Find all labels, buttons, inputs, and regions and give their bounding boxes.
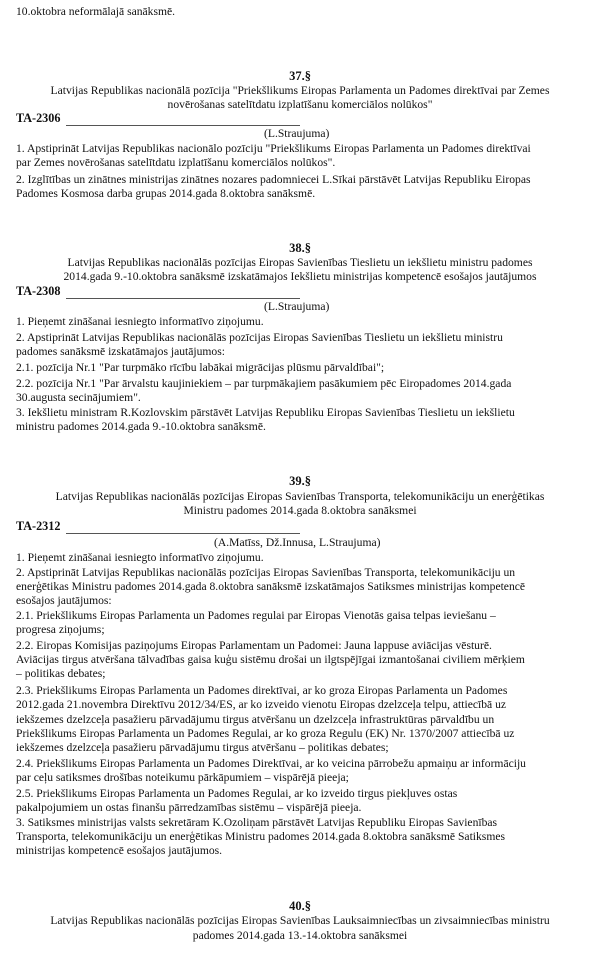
body-line: 2.4. Priekšlikums Eiropas Parlamenta un Padomes Direktīvai, ar ko veicina pārrobežu apmaiņu ar informāciju: [16, 757, 526, 770]
body-line: 3. Iekšlietu ministram R.Kozlovskim pārstāvēt Latvijas Republiku Eiropas Savienības Tieslietu un iekšlietu: [16, 406, 515, 419]
section-title-line: novērošanas satelītdatu izplatīšanu komerciālos nolūkos": [167, 98, 433, 111]
document-code: TA-2306: [16, 111, 61, 125]
body-line: esošajos jautājumos:: [16, 594, 112, 607]
signatories: (L.Straujuma): [264, 127, 330, 140]
body-line: 2.2. pozīcija Nr.1 "Par ārvalstu kaujiniekiem – par turpmākajiem pasākumiem pēc Eiropadomes 2014.gada: [16, 377, 512, 390]
section-number: 40.§: [289, 899, 311, 913]
body-line: 2. Apstiprināt Latvijas Republikas nacionālās pozīcijas Eiropas Savienības Transporta, telekomunikāciju un: [16, 566, 516, 579]
section-title-line: Latvijas Republikas nacionālās pozīcijas Eiropas Savienības Tieslietu un iekšlietu ministru padomes: [67, 256, 533, 269]
body-line: 3. Satiksmes ministrijas valsts sekretāram K.Ozoliņam pārstāvēt Latvijas Republiku Eiropas Savienības: [16, 816, 498, 829]
body-line: 1. Pieņemt zināšanai iesniegto informatīvo ziņojumu.: [16, 551, 264, 564]
section-number: 39.§: [289, 474, 311, 488]
signatories: (L.Straujuma): [264, 300, 330, 313]
section-title-line: Latvijas Republikas nacionālās pozīcijas Eiropas Savienības Transporta, telekomunikāciju un enerģētikas: [55, 490, 545, 503]
section-title-line: Latvijas Republikas nacionālās pozīcijas Eiropas Savienības Lauksaimniecības un zivsaimniecības ministru: [50, 914, 550, 927]
signature-line: [66, 298, 300, 299]
body-line: enerģētikas Ministru padomes 2014.gada 8.oktobra sanāksmē izskatāmajos Satiksmes ministrijas kompetencē: [16, 580, 526, 593]
signatories: (A.Matīss, Dž.Innusa, L.Straujuma): [214, 536, 381, 549]
document-code: TA-2312: [16, 519, 61, 533]
body-line: 2. Apstiprināt Latvijas Republikas nacionālās pozīcijas Eiropas Savienības Tieslietu un iekšlietu ministru: [16, 331, 503, 344]
body-line: 1. Pieņemt zināšanai iesniegto informatīvo ziņojumu.: [16, 315, 264, 328]
body-line: Priekšlikums Eiropas Parlamenta un Padomes Regulai, ar ko groza Regulu (EK) Nr. 1370/2007 attiecībā uz: [16, 727, 515, 740]
body-line: par Zemes novērošanas satelītdatu izplatīšanu komerciālos nolūkos".: [16, 156, 336, 169]
signature-line: [66, 125, 300, 126]
body-line: pakalpojumiem un ostas finanšu pārredzamības sistēmu – vispārējā pieeja.: [16, 801, 362, 814]
signature-line: [66, 533, 300, 534]
body-line: par ceļu satiksmes drošības noteikumu pārkāpumiem – vispārējā pieeja;: [16, 771, 349, 784]
body-line: Padomes Kosmosa darba grupas 2014.gada 8.oktobra sanāksmē.: [16, 187, 316, 200]
section-title-line: 2014.gada 9.-10.oktobra sanāksmē izskatāmajos Iekšlietu ministrijas kompetencē esošajos jautājumos: [63, 270, 537, 283]
section-number: 37.§: [289, 69, 311, 83]
document-code: TA-2308: [16, 284, 61, 298]
body-line: ministru padomes 2014.gada 9.-10.oktobra sanāksmē.: [16, 420, 266, 433]
body-line: 2.3. Priekšlikums Eiropas Parlamenta un Padomes direktīvai, ar ko groza Eiropas Parlamenta un Padomes: [16, 684, 508, 697]
body-line: 2.5. Priekšlikums Eiropas Parlamenta un Padomes Regulai, ar ko izveido tirgus piekļuves ostas: [16, 787, 458, 800]
intro-line: 10.oktobra neformālajā sanāksmē.: [16, 5, 176, 18]
body-line: iekšzemes dzelzceļa pasažieru pārvadājumu tirgus atvēršanu un dzelzceļa infrastruktūras pārvaldību un: [16, 713, 495, 726]
body-line: 30.augusta secinājumiem".: [16, 391, 141, 404]
body-line: padomes sanāksmē izskatāmajos jautājumos:: [16, 345, 225, 358]
body-line: Aviācijas tirgus atvēršana tālvadības gaisa kuģu sistēmu drošai un ilgtspējīgai izmantošanai civiliem mērķiem: [16, 653, 525, 666]
body-line: 2.2. Eiropas Komisijas paziņojums Eiropas Parlamentam un Padomei: Jauna lappuse aviācijas vēsturē.: [16, 639, 492, 652]
body-line: iekšzemes dzelzceļa pasažieru pārvadājumu tirgus atvēršanu – politikas debates;: [16, 741, 389, 754]
body-line: 2.1. pozīcija Nr.1 "Par turpmāko rīcību labākai migrācijas plūsmu pārvaldībai";: [16, 361, 385, 374]
body-line: 2012.gada 21.novembra Direktīvu 2012/34/ES, ar ko izveido vienotu Eiropas dzelzceļa telpu, attiecībā uz: [16, 698, 507, 711]
body-line: progresa ziņojums;: [16, 623, 105, 636]
section-title-line: Latvijas Republikas nacionālā pozīcija "Priekšlikums Eiropas Parlamenta un Padomes direktīvai par Zemes: [50, 84, 550, 97]
section-number: 38.§: [289, 241, 311, 255]
body-line: 1. Apstiprināt Latvijas Republikas nacionālo pozīciju "Priekšlikums Eiropas Parlamenta un Padomes direktīvai: [16, 142, 531, 155]
body-line: 2. Izglītības un zinātnes ministrijas zinātnes nozares padomniecei L.Sīkai pārstāvēt Latvijas Republiku Eiropas: [16, 173, 531, 186]
section-title-line: padomes 2014.gada 13.-14.oktobra sanāksmei: [192, 929, 408, 942]
body-line: Transporta, telekomunikāciju un enerģētikas Ministru padomes 2014.gada 8.oktobra sanāksmē Satiksmes: [16, 830, 505, 843]
body-line: – politikas debates;: [16, 667, 106, 680]
section-title-line: Ministru padomes 2014.gada 8.oktobra sanāksmei: [183, 504, 417, 517]
body-line: ministrijas kompetencē esošajos jautājumos.: [16, 844, 223, 857]
body-line: 2.1. Priekšlikums Eiropas Parlamenta un Padomes regulai par Eiropas Vienotās gaisa telpas ieviešanu –: [16, 609, 496, 622]
